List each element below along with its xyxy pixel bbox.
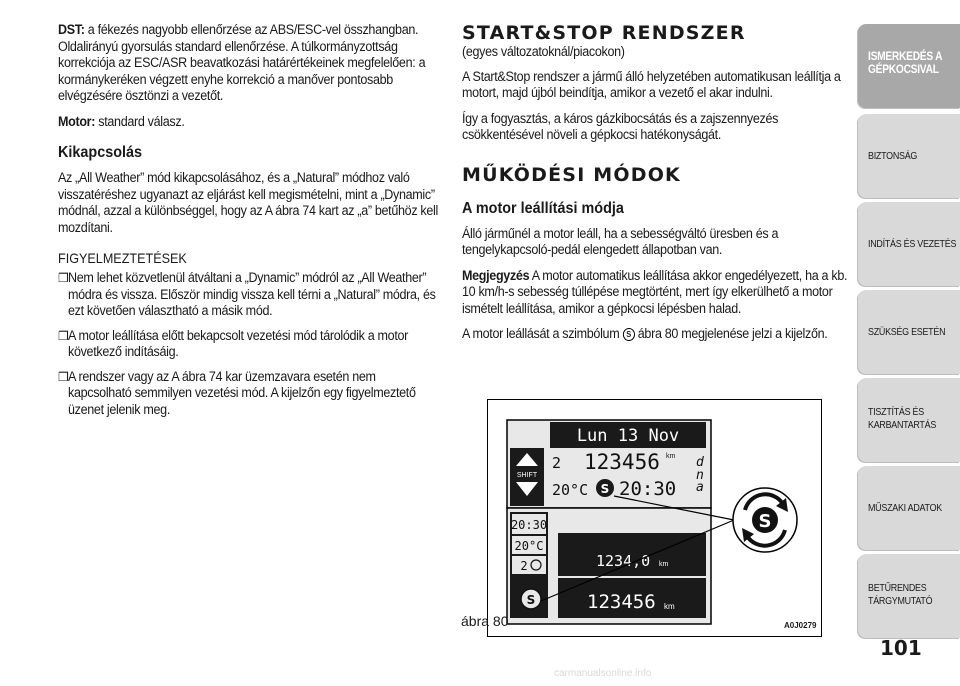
- lcd-date: Lun 13 Nov: [576, 426, 680, 446]
- intro-paragraph: A Start&Stop rendszer a jármű álló helyzetében automatikusan leállítja a motort, majd újból beindítja, amikor a vezető el akar indulni.: [462, 68, 841, 100]
- symbol-text-a: A motor leállását a szimbólum: [462, 326, 620, 341]
- tab-inditas[interactable]: [858, 202, 960, 286]
- tab-betu[interactable]: [858, 554, 960, 638]
- motor-text: standard válasz.: [98, 113, 185, 129]
- note-text: A motor automatikus leállítása akkor engedélyezett, ha a kb. 10 km/h-s sebesség túllépése megtörtént, mert így elkerülhető a motor ismételt leállítása, amikor a gépkocsi lépésben halad.: [462, 267, 848, 316]
- motor-lead: Motor:: [58, 113, 96, 129]
- left-column: [58, 22, 440, 426]
- warnings-heading: FIGYELMEZTETÉSEK: [58, 250, 187, 266]
- tab-tisztitas[interactable]: [858, 378, 960, 462]
- tab-label: BIZTONSÁG: [868, 150, 918, 162]
- checkbox-icon: ❒: [58, 369, 69, 384]
- svg-text:S: S: [758, 511, 772, 532]
- dst-text: a fékezés nagyobb ellenőrzése az ABS/ESC-vel összhangban. Oldalirányú gyorsulás standard ellenőrzése. A túlkormányzottság korrekciója az ESC/ASR beavatkozási határértékeinek megfelelően: a kormánykeréken végzett enyhe korrekció a manőver pontosabb elvégzésére ösztönzi a vezetőt.: [58, 22, 426, 103]
- dst-lead: DST:: [58, 22, 85, 37]
- warning-item: [58, 369, 440, 419]
- lcd-gear-d: d: [696, 455, 704, 470]
- warning-item: [58, 270, 440, 320]
- lcd-time-small: 20:30: [510, 518, 548, 532]
- lcd-temp-small: 20°C: [514, 539, 544, 553]
- figure-80: [487, 399, 822, 637]
- lcd-illustration: [488, 400, 821, 636]
- tab-label: TISZTÍTÁS ÉS KARBANTARTÁS: [868, 406, 937, 431]
- page-number: 101: [880, 636, 922, 660]
- note-lead: Megjegyzés: [462, 267, 530, 283]
- lcd-gear-n: n: [696, 468, 704, 483]
- lcd-trip: 1234,0: [596, 552, 651, 570]
- start-stop-icon: S: [623, 328, 635, 341]
- kikapcsolas-heading: Kikapcsolás: [58, 144, 143, 161]
- tab-ismerkedes[interactable]: [858, 24, 960, 108]
- modes-title: MŰKÖDÉSI MÓDOK: [462, 163, 681, 186]
- stop-heading: A motor leállítási módja: [462, 199, 624, 217]
- svg-text:S: S: [600, 482, 610, 496]
- warning-item: [58, 328, 440, 361]
- tab-label: SZÜKSÉG ESETÉN: [868, 326, 946, 338]
- watermark: carmanualsonline.info: [554, 668, 652, 679]
- lcd-gear-a: a: [696, 480, 704, 495]
- section-subtitle: (egyes változatoknál/piacokon): [462, 44, 625, 59]
- warning-text: A motor leállítása előtt bekapcsolt vezetési mód tárolódik a motor következő indításáig.: [68, 327, 409, 359]
- lcd-odo-top: 123456: [584, 450, 660, 474]
- figure-caption: ábra 80: [461, 613, 509, 629]
- svg-text:km: km: [664, 602, 675, 611]
- benefit-paragraph: Így a fogyasztás, a káros gázkibocsátás és a zajszennyezés csökkentésével növeli a gépkocsi hatékonyságát.: [462, 110, 779, 142]
- section-title: START&STOP RENDSZER: [462, 22, 746, 44]
- lcd-time-top: 20:30: [619, 478, 677, 500]
- lcd-odo-bottom: 123456: [587, 591, 656, 613]
- lcd-shift: SHIFT: [516, 472, 538, 479]
- tab-muszaki[interactable]: [858, 466, 960, 550]
- dst-paragraph: [58, 22, 438, 105]
- lcd-km: km: [666, 453, 676, 460]
- lcd-gear-small: 2: [520, 559, 528, 573]
- warning-text: A rendszer vagy az A ábra 74 kar üzemzavara esetén nem kapcsolható semmilyen vezetési mód. A kijelzőn egy figyelmeztető üzenet jelenik meg.: [68, 368, 416, 417]
- symbol-text-b: ábra 80 megjelenése jelzi a kijelzőn.: [637, 326, 828, 341]
- checkbox-icon: ❒: [58, 271, 69, 285]
- motor-paragraph: [58, 114, 438, 131]
- tab-label: MŰSZAKI ADATOK: [868, 502, 942, 514]
- stop-text: Álló járműnél a motor leáll, ha a sebességváltó üresben és a tengelykapcsoló-pedál elengedett állapotban van.: [462, 225, 779, 257]
- warning-text: Nem lehet közvetlenül átváltani a „Dynamic” módról az „All Weather” módra és vissza. Először mindig vissza kell térni a „Natural” módra, és ezt követően választható a másik mód.: [68, 270, 436, 318]
- tab-label: BETŰRENDES TÁRGYMUTATÓ: [868, 582, 933, 607]
- figure-code: A0J0279: [784, 621, 817, 630]
- tab-label: ISMERKEDÉS A GÉPKOCSIVAL: [868, 49, 943, 76]
- lcd-temp-top: 20°C: [552, 481, 589, 499]
- svg-text:km: km: [659, 561, 669, 568]
- tab-biztonsag[interactable]: [858, 114, 960, 198]
- checkbox-icon: ❒: [58, 328, 69, 343]
- right-column: [462, 22, 850, 343]
- tab-label: INDÍTÁS ÉS VEZETÉS: [868, 238, 957, 250]
- lcd-gear-indicator: 2: [552, 454, 562, 472]
- kikapcsolas-text: Az „All Weather” mód kikapcsolásához, és a „Natural” módhoz való visszatéréshez ugyanazt az eljárást kell megismételni, mint a „Dynamic” módnál, azzal a különbséggel, hogy az A ábra 74 kart az „a” betűhöz kell mozdítani.: [58, 170, 438, 235]
- tab-szukseg[interactable]: [858, 290, 960, 374]
- note-paragraph: [462, 268, 848, 318]
- symbol-paragraph: [462, 326, 848, 343]
- svg-text:S: S: [526, 593, 536, 607]
